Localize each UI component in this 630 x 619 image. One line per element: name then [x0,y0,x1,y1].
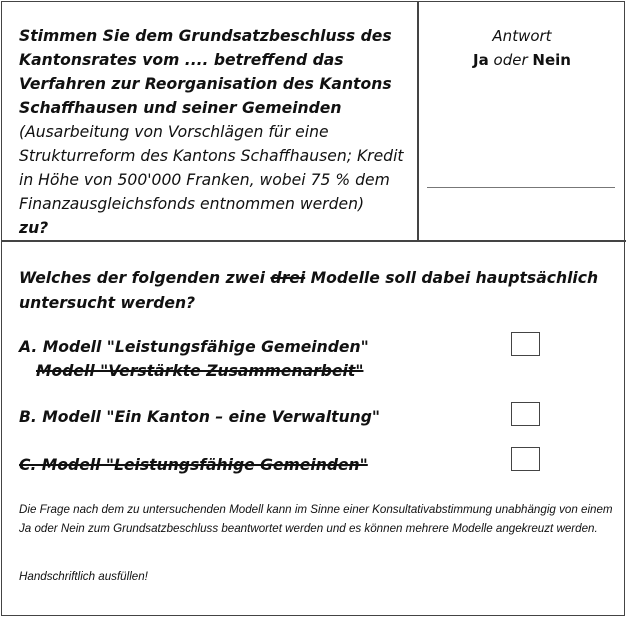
consultative-note: Die Frage nach dem zu untersuchenden Modell kann im Sinne einer Konsultativabstimmung unabhängig von einem Ja oder Nein zum Grundsatzbeschluss beantwortet werden und es können mehrere Modelle angekreuzt werden. [19,503,613,535]
answer-or: oder [488,51,533,69]
main-question-closing: zu? [19,219,49,237]
answer-header [418,24,626,72]
model-question-after: Modelle soll dabei hauptsächlich untersucht werden? [19,269,599,312]
model-question-before: Welches der folgenden zwei [19,269,271,287]
option-c-checkbox[interactable] [511,447,540,471]
row-divider [1,240,626,242]
option-a-struck-sub: Modell "Verstärkte Zusammenarbeit" [36,362,364,380]
option-b-label: B. Modell "Ein Kanton – eine Verwaltung" [19,408,381,426]
model-question-struck: drei [270,269,306,287]
main-question-text: Stimmen Sie dem Grundsatzbeschluss des Kantonsrates vom .... betreffend das Verfahren zur Reorganisation des Kantons Schaffhausen und seiner Gemeinden [19,27,392,117]
model-question [19,266,609,316]
handwritten-instruction: Handschriftlich ausfüllen! [19,570,148,583]
option-a-checkbox[interactable] [511,332,540,356]
answer-write-line[interactable] [427,187,615,188]
option-c-label: C. Modell "Leistungsfähige Gemeinden" [19,456,368,474]
answer-yes: Ja [473,51,489,69]
answer-options-hint [418,48,626,72]
main-question [19,24,414,240]
option-b-checkbox[interactable] [511,402,540,426]
answer-no: Nein [532,51,571,69]
main-question-details: (Ausarbeitung von Vorschlägen für eine Strukturreform des Kantons Schaffhausen; Kredit in Höhe von 500'000 Franken, wobei 75 % dem Finanzausgleichsfonds entnommen werden) [19,123,404,213]
option-a-label: A. Modell "Leistungsfähige Gemeinden" [19,338,369,356]
answer-label: Antwort [492,27,552,45]
